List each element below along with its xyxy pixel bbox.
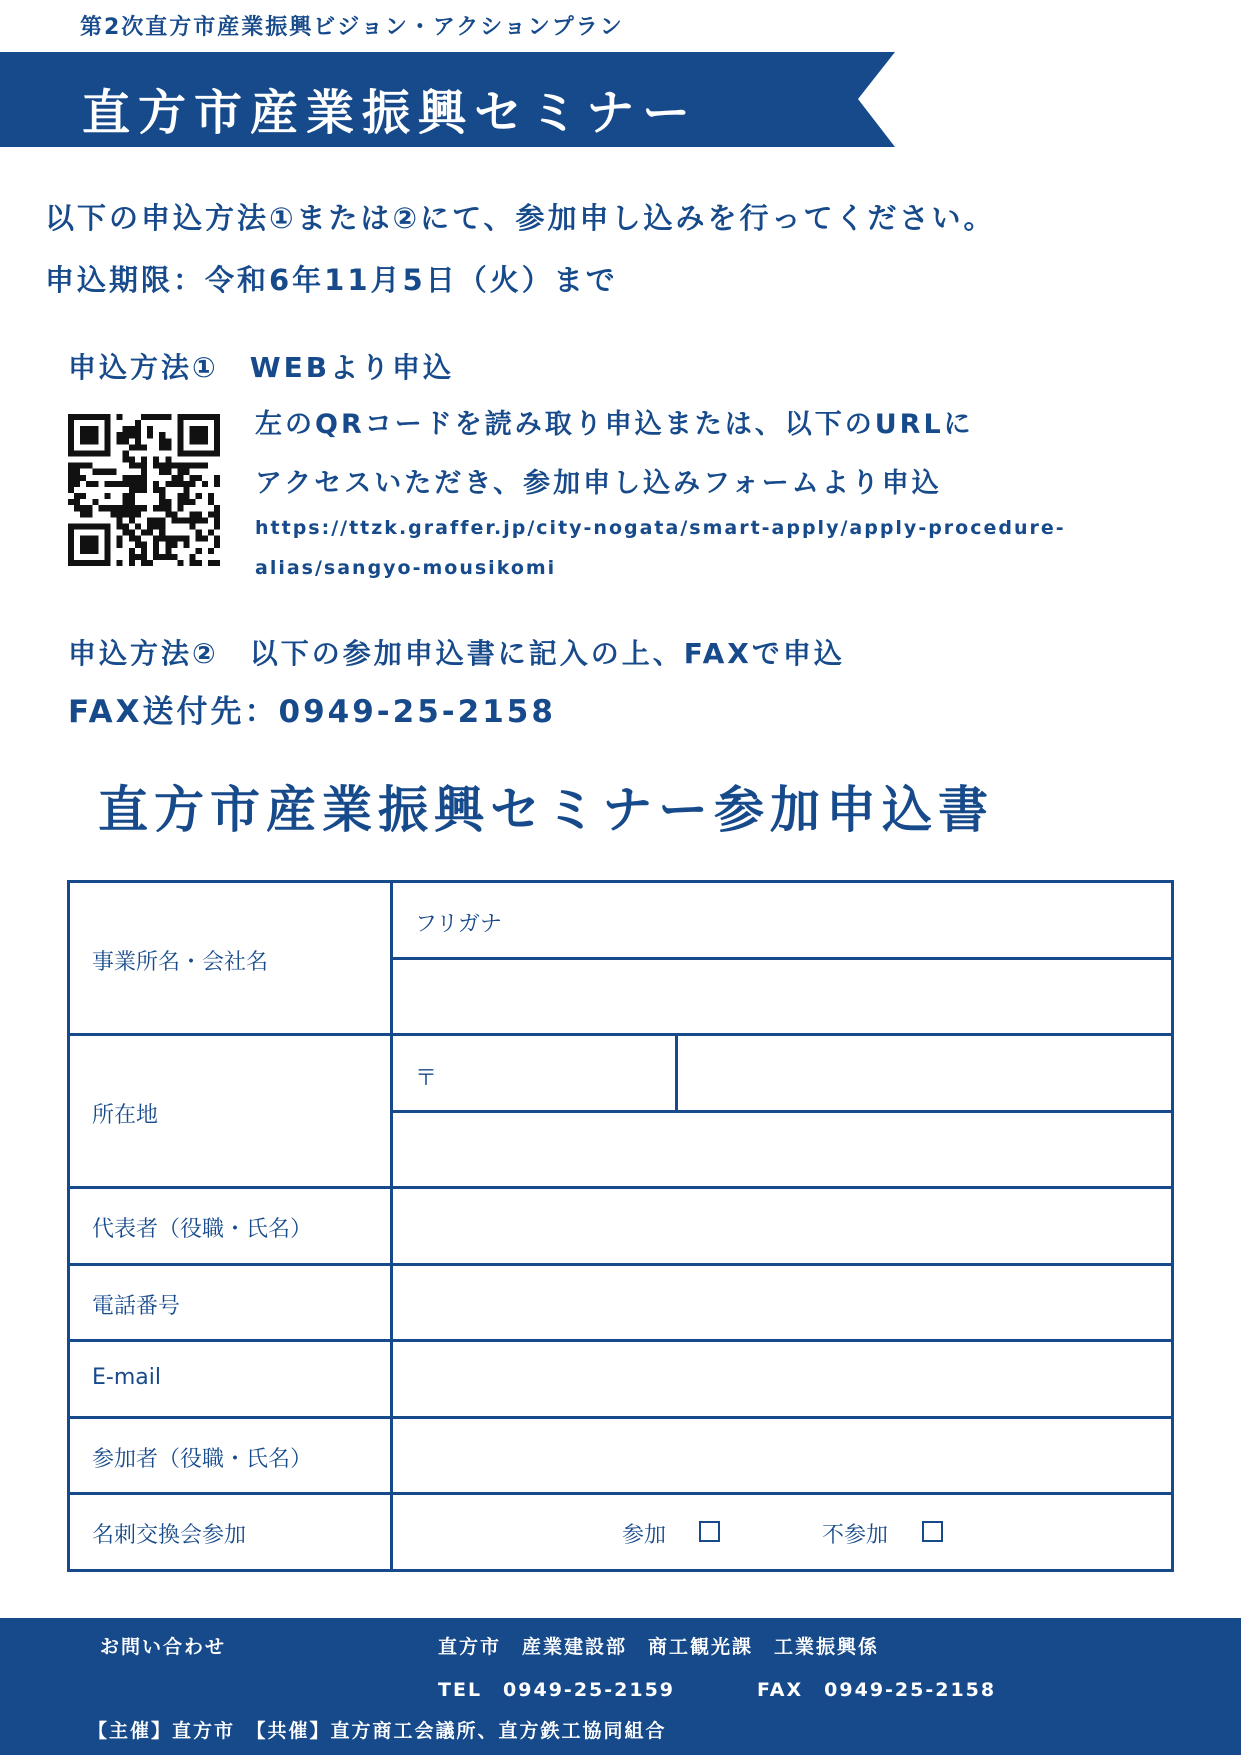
- not-attend-label: 不参加: [822, 1523, 889, 1548]
- organizers: 【主催】直方市 【共催】直方商工会議所、直方鉄工協同組合: [88, 1720, 667, 1742]
- application-url-line1[interactable]: https://ttzk.graffer.jp/city-nogata/smart-apply/apply-procedure-: [255, 517, 1066, 539]
- attend-label: 参加: [622, 1523, 667, 1548]
- method1-text-line2: アクセスいただき、参加申し込みフォームより申込: [255, 468, 942, 499]
- method1-heading: 申込方法① WEBより申込: [68, 351, 455, 384]
- furigana-field[interactable]: フリガナ: [415, 912, 502, 937]
- not-attend-checkbox[interactable]: [922, 1521, 943, 1542]
- company-name-field[interactable]: [393, 960, 1174, 1033]
- participant-field[interactable]: [393, 1419, 1174, 1492]
- address-line1-field[interactable]: [678, 1036, 1174, 1110]
- contact-fax: FAX 0949-25-2158: [757, 1679, 997, 1701]
- method1-text-line1: 左のQRコードを読み取り申込または、以下のURLに: [255, 409, 974, 440]
- title-banner: [0, 52, 895, 147]
- qr-code-icon[interactable]: [68, 414, 220, 566]
- label-exchange: 名刺交換会参加: [92, 1523, 247, 1548]
- label-company: 事業所名・会社名: [92, 950, 269, 975]
- label-phone: 電話番号: [92, 1294, 181, 1319]
- row-divider: [70, 1492, 1174, 1495]
- subtitle: 第2次直方市産業振興ビジョン・アクションプラン: [80, 15, 624, 40]
- application-instruction: 以下の申込方法①または②にて、参加申し込みを行ってください。: [45, 201, 996, 235]
- label-email: E-mail: [92, 1365, 161, 1390]
- application-url-line2[interactable]: alias/sangyo-mousikomi: [255, 557, 557, 579]
- fax-destination: FAX送付先：0949-25-2158: [68, 694, 556, 730]
- contact-tel: TEL 0949-25-2159: [438, 1679, 676, 1701]
- email-field[interactable]: [393, 1342, 1174, 1416]
- application-deadline: 申込期限：令和6年11月5日（火）まで: [45, 263, 618, 297]
- postal-code-field[interactable]: 〒: [415, 1066, 438, 1091]
- contact-department: 直方市 産業建設部 商工観光課 工業振興係: [438, 1636, 880, 1658]
- attend-checkbox[interactable]: [699, 1521, 720, 1542]
- label-address: 所在地: [92, 1103, 159, 1128]
- representative-field[interactable]: [393, 1189, 1174, 1263]
- label-representative: 代表者（役職・氏名）: [92, 1217, 313, 1242]
- form-title: 直方市産業振興セミナー参加申込書: [98, 781, 994, 839]
- label-participant: 参加者（役職・氏名）: [92, 1447, 313, 1472]
- phone-field[interactable]: [393, 1266, 1174, 1339]
- address-line2-field[interactable]: [393, 1113, 1174, 1186]
- banner-title: 直方市産業振興セミナー: [82, 85, 699, 141]
- footer: [0, 1618, 1241, 1755]
- contact-label: お問い合わせ: [100, 1636, 227, 1658]
- application-form-table: [67, 880, 1174, 1572]
- method2-heading: 申込方法② 以下の参加申込書に記入の上、FAXで申込: [68, 637, 845, 670]
